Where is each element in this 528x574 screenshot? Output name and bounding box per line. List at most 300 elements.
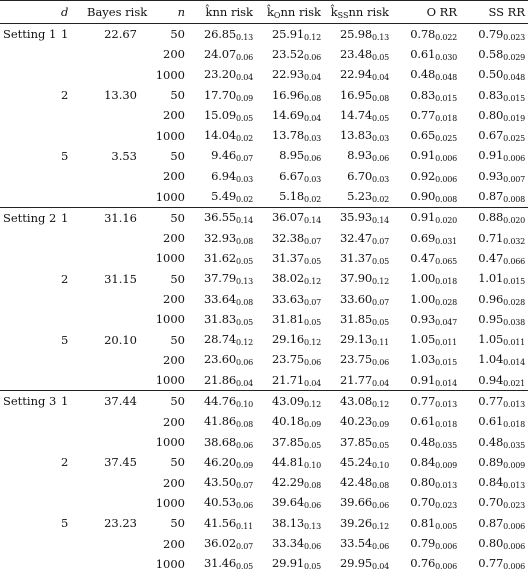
o-rr-cell-stderr: 0.014 (435, 379, 457, 388)
knn-risk-cell (188, 329, 256, 349)
o-rr-cell (392, 432, 460, 452)
ss-rr-cell-value: 0.48 (478, 435, 503, 449)
table-row (0, 125, 528, 145)
knn-risk-cell (188, 370, 256, 391)
ss-rr-cell-value: 0.79 (478, 27, 503, 41)
knn-risk-cell-stderr: 0.09 (236, 461, 253, 470)
n-cell: 50 (140, 391, 188, 412)
o-knn-risk-cell (256, 473, 324, 493)
ss-knn-risk-cell-stderr: 0.02 (372, 195, 389, 204)
ss-rr-cell-stderr: 0.025 (503, 134, 525, 143)
ss-rr-cell-value: 0.91 (478, 148, 503, 162)
o-rr-cell-stderr: 0.030 (435, 53, 457, 62)
bayes-risk-cell (84, 473, 140, 493)
o-rr-cell-stderr: 0.047 (435, 318, 457, 327)
setting-name-cell (0, 85, 58, 105)
n-cell: 50 (140, 329, 188, 349)
o-rr-cell (392, 24, 460, 45)
knn-risk-cell-stderr: 0.06 (236, 501, 253, 510)
ss-knn-risk-cell-value: 5.23 (347, 189, 372, 203)
ss-rr-cell-value: 0.77 (478, 556, 503, 570)
ss-rr-cell-value: 0.50 (478, 67, 503, 81)
setting-name-cell (0, 269, 58, 289)
ss-rr-cell (460, 350, 528, 370)
knn-risk-cell-stderr: 0.05 (236, 562, 253, 571)
knn-risk-cell-stderr: 0.07 (236, 154, 253, 163)
table-row (0, 432, 528, 452)
o-knn-risk-cell-stderr: 0.12 (304, 400, 321, 409)
header-setting (0, 1, 58, 24)
knn-risk-cell-value: 6.94 (211, 169, 236, 183)
ss-knn-risk-cell-stderr: 0.06 (372, 542, 389, 551)
knn-risk-cell-stderr: 0.05 (236, 114, 253, 123)
o-knn-risk-cell-stderr: 0.03 (304, 134, 321, 143)
ss-rr-cell-value: 0.84 (478, 475, 503, 489)
d-cell (58, 166, 84, 186)
o-knn-risk-cell-stderr: 0.05 (304, 318, 321, 327)
o-rr-cell (392, 370, 460, 391)
d-cell (58, 44, 84, 64)
setting-name-cell (0, 228, 58, 248)
o-rr-cell-stderr: 0.013 (435, 400, 457, 409)
o-knn-risk-cell (256, 309, 324, 329)
knn-risk-cell-stderr: 0.10 (236, 400, 253, 409)
o-rr-cell-stderr: 0.011 (435, 338, 457, 347)
ss-knn-risk-cell (324, 228, 392, 248)
n-cell: 50 (140, 207, 188, 228)
ss-knn-risk-cell-value: 35.93 (340, 210, 372, 224)
o-rr-cell-value: 1.05 (410, 332, 435, 346)
ss-rr-cell (460, 166, 528, 186)
o-rr-cell-value: 0.91 (410, 210, 435, 224)
o-knn-risk-cell-value: 31.81 (272, 312, 304, 326)
ss-knn-risk-cell-stderr: 0.04 (372, 562, 389, 571)
ss-rr-cell-stderr: 0.021 (503, 379, 525, 388)
ss-rr-cell-stderr: 0.006 (503, 562, 525, 571)
d-cell (58, 432, 84, 452)
bayes-risk-cell (84, 533, 140, 553)
knn-risk-cell (188, 228, 256, 248)
o-rr-cell-value: 0.70 (410, 495, 435, 509)
knn-risk-cell-stderr: 0.07 (236, 542, 253, 551)
o-knn-risk-cell (256, 493, 324, 513)
o-rr-cell (392, 473, 460, 493)
knn-risk-cell (188, 65, 256, 85)
setting-name-cell (0, 186, 58, 207)
table-row (0, 350, 528, 370)
ss-knn-risk-cell-value: 31.85 (340, 312, 372, 326)
o-knn-risk-cell-value: 23.75 (272, 352, 304, 366)
ss-rr-cell-value: 0.94 (478, 373, 503, 387)
table-row (0, 391, 528, 412)
o-knn-risk-cell-value: 14.69 (272, 108, 304, 122)
header-d-label: d (61, 5, 68, 19)
table-row (0, 473, 528, 493)
setting-name-cell (0, 166, 58, 186)
o-knn-risk-cell-stderr: 0.06 (304, 358, 321, 367)
ss-knn-risk-cell-value: 45.24 (340, 455, 372, 469)
ss-knn-risk-cell (324, 125, 392, 145)
o-knn-risk-cell-value: 37.85 (272, 435, 304, 449)
table-row (0, 452, 528, 472)
o-knn-risk-cell-stderr: 0.07 (304, 298, 321, 307)
header-n (140, 1, 188, 24)
ss-knn-risk-cell-value: 23.75 (340, 352, 372, 366)
n-cell: 200 (140, 228, 188, 248)
o-rr-cell (392, 554, 460, 574)
o-rr-cell-value: 0.93 (410, 312, 435, 326)
o-rr-cell-value: 1.03 (410, 352, 435, 366)
header-o-knn-risk (256, 1, 324, 24)
o-knn-risk-cell (256, 452, 324, 472)
o-rr-cell-stderr: 0.025 (435, 134, 457, 143)
ss-knn-risk-cell-value: 21.77 (340, 373, 372, 387)
knn-risk-cell-value: 9.46 (211, 148, 236, 162)
knn-risk-cell-stderr: 0.04 (236, 379, 253, 388)
setting-name-cell (0, 329, 58, 349)
bayes-risk-cell (84, 289, 140, 309)
knn-risk-cell-value: 41.86 (204, 414, 236, 428)
knn-risk-cell-stderr: 0.06 (236, 358, 253, 367)
d-cell (58, 473, 84, 493)
ss-rr-cell (460, 432, 528, 452)
setting-name-cell (0, 554, 58, 574)
setting-name-cell (0, 473, 58, 493)
n-cell: 1000 (140, 432, 188, 452)
knn-risk-cell-stderr: 0.08 (236, 298, 253, 307)
bayes-risk-cell (84, 166, 140, 186)
knn-risk-cell (188, 248, 256, 268)
ss-rr-cell-value: 0.95 (478, 312, 503, 326)
o-rr-cell (392, 533, 460, 553)
knn-risk-cell (188, 554, 256, 574)
ss-rr-cell (460, 289, 528, 309)
table-row (0, 65, 528, 85)
knn-risk-cell (188, 207, 256, 228)
header-o-sub: O (274, 11, 281, 20)
ss-knn-risk-cell-stderr: 0.06 (372, 501, 389, 510)
o-rr-cell (392, 146, 460, 166)
o-rr-cell-stderr: 0.018 (435, 277, 457, 286)
ss-knn-risk-cell (324, 207, 392, 228)
o-knn-risk-cell (256, 207, 324, 228)
n-cell: 50 (140, 269, 188, 289)
d-cell (58, 248, 84, 268)
ss-rr-cell-value: 0.61 (478, 414, 503, 428)
d-cell (58, 533, 84, 553)
n-cell: 50 (140, 513, 188, 533)
bayes-risk-cell: 13.30 (84, 85, 140, 105)
o-rr-cell-stderr: 0.020 (435, 216, 457, 225)
ss-rr-cell (460, 513, 528, 533)
ss-rr-cell (460, 186, 528, 207)
o-rr-cell-value: 0.83 (410, 88, 435, 102)
o-rr-cell-stderr: 0.006 (435, 542, 457, 551)
knn-risk-cell-value: 24.07 (204, 47, 236, 61)
knn-risk-cell (188, 125, 256, 145)
knn-risk-cell-stderr: 0.13 (236, 277, 253, 286)
o-rr-cell-stderr: 0.035 (435, 441, 457, 450)
o-knn-risk-cell-stderr: 0.10 (304, 461, 321, 470)
o-knn-risk-cell-stderr: 0.07 (304, 237, 321, 246)
n-cell: 200 (140, 44, 188, 64)
knn-risk-cell-value: 36.55 (204, 210, 236, 224)
ss-knn-risk-cell (324, 493, 392, 513)
setting-name-cell: Setting 1 (0, 24, 58, 45)
bayes-risk-cell (84, 412, 140, 432)
ss-knn-risk-cell-stderr: 0.05 (372, 257, 389, 266)
header-ss-rr: SS RR (460, 1, 528, 24)
o-rr-cell-value: 0.77 (410, 108, 435, 122)
ss-rr-cell-value: 0.80 (478, 108, 503, 122)
d-cell (58, 350, 84, 370)
ss-knn-risk-cell (324, 554, 392, 574)
ss-knn-risk-cell-value: 29.95 (340, 556, 372, 570)
knn-risk-cell-stderr: 0.13 (236, 33, 253, 42)
table-row (0, 85, 528, 105)
ss-knn-risk-cell (324, 269, 392, 289)
o-knn-risk-cell-stderr: 0.12 (304, 33, 321, 42)
header-ss-knn-risk (324, 1, 392, 24)
o-knn-risk-cell-stderr: 0.14 (304, 216, 321, 225)
o-rr-cell (392, 248, 460, 268)
o-knn-risk-cell (256, 554, 324, 574)
ss-rr-cell-stderr: 0.006 (503, 154, 525, 163)
ss-knn-risk-cell (324, 289, 392, 309)
ss-rr-cell-value: 0.96 (478, 292, 503, 306)
ss-knn-risk-cell-value: 33.60 (340, 292, 372, 306)
o-rr-cell-value: 0.91 (410, 373, 435, 387)
header-n-label: n (178, 5, 185, 19)
o-knn-risk-cell-value: 29.16 (272, 332, 304, 346)
ss-rr-cell-stderr: 0.006 (503, 542, 525, 551)
o-rr-cell (392, 309, 460, 329)
bayes-risk-cell (84, 105, 140, 125)
o-knn-risk-cell-stderr: 0.06 (304, 542, 321, 551)
header-o-rr: O RR (392, 1, 460, 24)
ss-knn-risk-cell (324, 513, 392, 533)
ss-rr-cell-stderr: 0.015 (503, 277, 525, 286)
ss-rr-cell (460, 473, 528, 493)
o-knn-risk-cell-value: 40.18 (272, 414, 304, 428)
ss-knn-risk-cell-value: 37.90 (340, 271, 372, 285)
o-knn-risk-cell-stderr: 0.08 (304, 481, 321, 490)
ss-knn-risk-cell-stderr: 0.04 (372, 73, 389, 82)
knn-risk-cell (188, 166, 256, 186)
table-row (0, 105, 528, 125)
knn-risk-cell (188, 269, 256, 289)
header-bayes-risk: Bayes risk (84, 1, 140, 24)
n-cell: 50 (140, 452, 188, 472)
table-row (0, 166, 528, 186)
o-knn-risk-cell (256, 269, 324, 289)
ss-knn-risk-cell-value: 32.47 (340, 231, 372, 245)
knn-risk-cell-value: 26.85 (204, 27, 236, 41)
ss-rr-cell-stderr: 0.023 (503, 33, 525, 42)
ss-rr-cell-stderr: 0.007 (503, 175, 525, 184)
knn-risk-cell (188, 452, 256, 472)
o-knn-risk-cell-stderr: 0.12 (304, 277, 321, 286)
ss-knn-risk-cell (324, 85, 392, 105)
ss-knn-risk-cell-stderr: 0.09 (372, 420, 389, 429)
ss-rr-cell-stderr: 0.011 (503, 338, 525, 347)
knn-risk-cell-value: 38.68 (204, 435, 236, 449)
setting-name-cell (0, 370, 58, 391)
setting-name-cell (0, 533, 58, 553)
ss-rr-cell-value: 0.93 (478, 169, 503, 183)
header-ss-khat: k̂ (331, 5, 338, 19)
o-rr-cell-stderr: 0.005 (435, 522, 457, 531)
o-knn-risk-cell-stderr: 0.12 (304, 338, 321, 347)
ss-rr-cell (460, 412, 528, 432)
o-knn-risk-cell-stderr: 0.06 (304, 501, 321, 510)
bayes-risk-cell: 31.16 (84, 207, 140, 228)
o-knn-risk-cell (256, 412, 324, 432)
ss-rr-cell-stderr: 0.035 (503, 441, 525, 450)
knn-risk-cell-value: 32.93 (204, 231, 236, 245)
setting-name-cell (0, 432, 58, 452)
knn-risk-cell (188, 513, 256, 533)
d-cell (58, 493, 84, 513)
bayes-risk-cell (84, 350, 140, 370)
table-row (0, 412, 528, 432)
o-knn-risk-cell-value: 44.81 (272, 455, 304, 469)
ss-knn-risk-cell (324, 350, 392, 370)
ss-rr-cell-stderr: 0.029 (503, 53, 525, 62)
n-cell: 200 (140, 289, 188, 309)
ss-rr-cell-stderr: 0.038 (503, 318, 525, 327)
n-cell: 50 (140, 24, 188, 45)
bayes-risk-cell (84, 309, 140, 329)
knn-risk-cell (188, 24, 256, 45)
knn-risk-cell (188, 493, 256, 513)
n-cell: 1000 (140, 370, 188, 391)
ss-knn-risk-cell (324, 105, 392, 125)
o-knn-risk-cell-stderr: 0.08 (304, 94, 321, 103)
table-row (0, 269, 528, 289)
o-knn-risk-cell (256, 105, 324, 125)
setting-name-cell (0, 289, 58, 309)
o-rr-cell-stderr: 0.009 (435, 461, 457, 470)
knn-risk-cell-value: 23.20 (204, 67, 236, 81)
o-rr-cell (392, 85, 460, 105)
d-cell (58, 125, 84, 145)
o-rr-cell-value: 0.76 (410, 556, 435, 570)
o-rr-cell-value: 1.00 (410, 271, 435, 285)
knn-risk-cell (188, 350, 256, 370)
o-rr-cell-stderr: 0.006 (435, 175, 457, 184)
o-rr-cell-stderr: 0.006 (435, 154, 457, 163)
knn-risk-cell-value: 15.09 (204, 108, 236, 122)
o-rr-cell (392, 269, 460, 289)
table-row (0, 493, 528, 513)
bayes-risk-cell (84, 186, 140, 207)
o-knn-risk-cell (256, 533, 324, 553)
o-knn-risk-cell (256, 391, 324, 412)
ss-knn-risk-cell (324, 65, 392, 85)
knn-risk-cell-value: 33.64 (204, 292, 236, 306)
o-rr-cell-stderr: 0.023 (435, 501, 457, 510)
d-cell (58, 289, 84, 309)
ss-rr-cell (460, 391, 528, 412)
header-row (0, 1, 528, 24)
o-knn-risk-cell (256, 166, 324, 186)
header-o-khat: k̂ (267, 5, 274, 19)
o-knn-risk-cell (256, 228, 324, 248)
table-row (0, 370, 528, 391)
knn-risk-cell-value: 36.02 (204, 536, 236, 550)
table-row (0, 228, 528, 248)
ss-knn-risk-cell-value: 16.95 (340, 88, 372, 102)
ss-rr-cell (460, 452, 528, 472)
knn-risk-cell-value: 37.79 (204, 271, 236, 285)
o-rr-cell-value: 0.65 (410, 128, 435, 142)
knn-risk-cell-value: 43.50 (204, 475, 236, 489)
n-cell: 1000 (140, 186, 188, 207)
ss-rr-cell-value: 0.87 (478, 189, 503, 203)
table-row (0, 289, 528, 309)
knn-risk-cell-stderr: 0.11 (236, 522, 253, 531)
bayes-risk-cell: 3.53 (84, 146, 140, 166)
knn-risk-cell-value: 14.04 (204, 128, 236, 142)
o-rr-cell (392, 493, 460, 513)
ss-knn-risk-cell-value: 25.98 (340, 27, 372, 41)
ss-knn-risk-cell-value: 22.94 (340, 67, 372, 81)
knn-risk-cell-stderr: 0.05 (236, 318, 253, 327)
ss-knn-risk-cell-stderr: 0.06 (372, 358, 389, 367)
bayes-risk-cell: 37.44 (84, 391, 140, 412)
knn-risk-cell-value: 31.62 (204, 251, 236, 265)
o-rr-cell (392, 125, 460, 145)
bayes-risk-cell (84, 493, 140, 513)
o-knn-risk-cell (256, 65, 324, 85)
knn-risk-cell (188, 146, 256, 166)
table-row (0, 329, 528, 349)
d-cell (58, 105, 84, 125)
o-knn-risk-cell (256, 432, 324, 452)
o-rr-cell (392, 65, 460, 85)
bayes-risk-cell: 37.45 (84, 452, 140, 472)
o-rr-cell-stderr: 0.028 (435, 298, 457, 307)
table-row (0, 186, 528, 207)
o-knn-risk-cell-stderr: 0.05 (304, 441, 321, 450)
o-rr-cell-value: 0.81 (410, 516, 435, 530)
n-cell: 50 (140, 146, 188, 166)
n-cell: 200 (140, 166, 188, 186)
o-rr-cell-stderr: 0.031 (435, 237, 457, 246)
o-rr-cell (392, 350, 460, 370)
o-knn-risk-cell-value: 36.07 (272, 210, 304, 224)
o-knn-risk-cell (256, 186, 324, 207)
table-row (0, 533, 528, 553)
o-rr-cell-stderr: 0.022 (435, 33, 457, 42)
n-cell: 200 (140, 473, 188, 493)
ss-knn-risk-cell-value: 31.37 (340, 251, 372, 265)
ss-knn-risk-cell-stderr: 0.11 (372, 338, 389, 347)
knn-risk-cell (188, 432, 256, 452)
o-knn-risk-cell-stderr: 0.03 (304, 175, 321, 184)
o-rr-cell-value: 0.61 (410, 414, 435, 428)
ss-rr-cell (460, 269, 528, 289)
o-rr-cell (392, 228, 460, 248)
ss-rr-cell (460, 146, 528, 166)
ss-rr-cell-value: 0.70 (478, 495, 503, 509)
ss-knn-risk-cell (324, 370, 392, 391)
ss-rr-cell (460, 309, 528, 329)
ss-rr-cell (460, 493, 528, 513)
ss-knn-risk-cell-value: 39.66 (340, 495, 372, 509)
ss-rr-cell (460, 44, 528, 64)
